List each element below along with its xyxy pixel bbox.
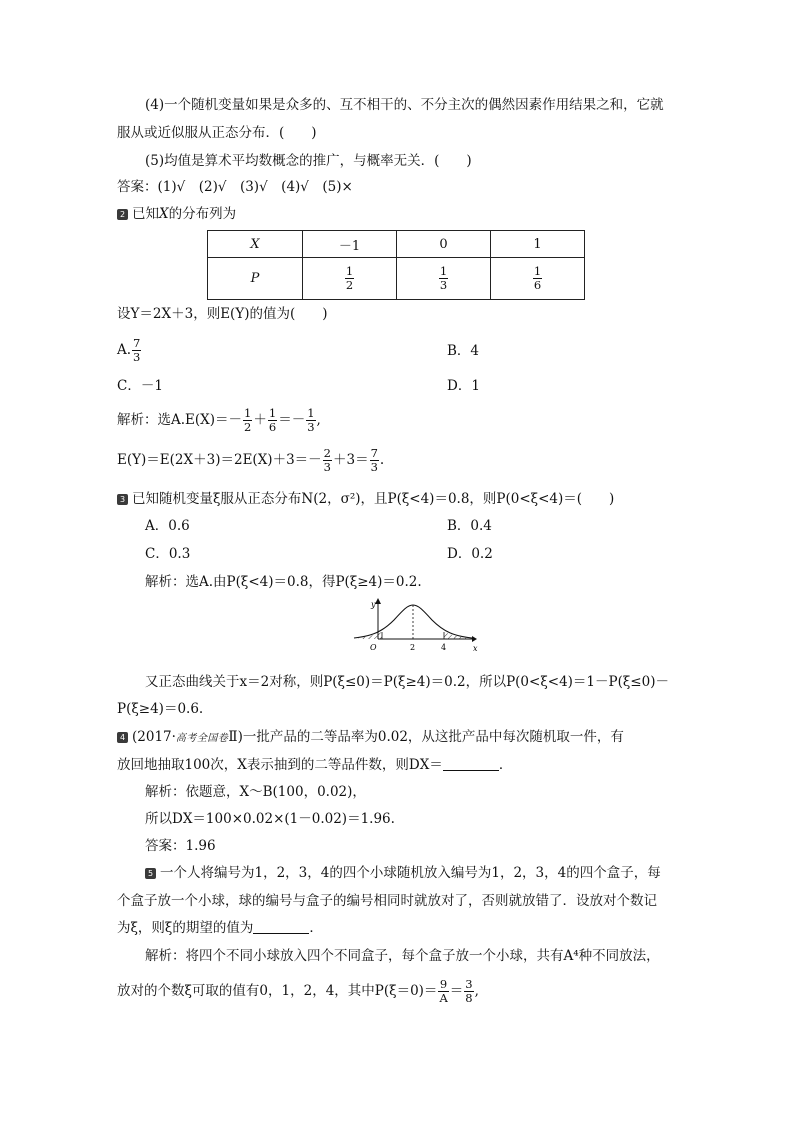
x-label: x	[473, 644, 478, 653]
q4-line-2: 服从或近似服从正态分布．( )	[117, 125, 317, 141]
problem-number-badge: 4	[117, 732, 128, 743]
option-d: D．0.2	[447, 546, 493, 562]
option-a: A．0.6	[145, 518, 190, 534]
table-cell: X	[208, 231, 303, 258]
solution-5-line-2: 放对的个数ξ可取的值有0，1，2，4，其中P(ξ＝0)＝ $\frac{9}{A}$ ＝ $\frac{3}{8}$ ,	[117, 977, 479, 1005]
y-axis-arrow	[375, 598, 381, 604]
solution-3-line-1: 解析：选A.由P(ξ<4)＝0.8，得P(ξ≥4)＝0.2.	[145, 574, 422, 590]
x-axis-arrow	[472, 636, 477, 642]
table-cell: P	[208, 258, 303, 300]
solution-3-line-3: P(ξ≥4)＝0.6.	[117, 701, 204, 717]
source-note: 高考全国卷	[175, 733, 229, 744]
option-d: D．1	[447, 378, 480, 394]
table-cell: 0	[397, 231, 491, 258]
answer-4: 答案：1.96	[145, 838, 216, 854]
table-cell: 1	[491, 231, 585, 258]
table-cell: －1	[303, 231, 397, 258]
problem-2-stem: 2 已知X的分布列为	[117, 205, 236, 223]
answer-1: 答案：(1)√ (2)√ (3)√ (4)√ (5)×	[117, 179, 353, 195]
solution-5-line-1: 解析：将四个不同小球放入四个不同盒子，每个盒子放一个小球，共有A⁴种不同放法，	[145, 948, 660, 964]
problem-5-stem-2: 个盒子放一个小球，球的编号与盒子的编号相同时就放对了，否则就放错了．设放对个数记	[117, 893, 657, 909]
problem-2-set-line: 设Y＝2X＋3，则E(Y)的值为( )	[117, 306, 328, 322]
distribution-table	[207, 230, 585, 300]
option-b: B．4	[447, 343, 480, 359]
problem-4-stem-2: 放回地抽取100次，X表示抽到的二等品件数，则DX＝ ．	[117, 757, 513, 773]
problem-number-badge: 2	[117, 209, 128, 220]
table-cell: $\frac{1}{6}$	[491, 258, 585, 300]
problem-number-badge: 5	[145, 868, 156, 879]
q4-line-1: (4)一个随机变量如果是众多的、互不相干的、不分主次的偶然因素作用结果之和，它就	[145, 97, 664, 113]
option-c: C．－1	[117, 378, 163, 394]
problem-number-badge: 3	[117, 494, 128, 505]
answer-blank	[253, 921, 309, 934]
option-b: B．0.4	[447, 518, 492, 534]
solution-2-line-2: E(Y)＝E(2X＋3)＝2E(X)＋3＝－ $\frac{2}{3}$ ＋3＝ $\frac{7}{3}$ .	[117, 446, 385, 474]
tick-4-label: 4	[441, 643, 447, 652]
q5-line: (5)均值是算术平均数概念的推广，与概率无关．( )	[145, 153, 472, 169]
problem-4-stem-1: 4 (2017·高考全国卷Ⅱ)一批产品的二等品率为0.02，从这批产品中每次随机取一件，有	[117, 728, 624, 748]
table-cell: $\frac{1}{2}$	[303, 258, 397, 300]
solution-4-line-1: 解析：依题意，X～B(100，0.02)，	[145, 784, 366, 800]
option-a: A. $\frac{7}{3}$	[117, 336, 141, 364]
problem-3-stem: 3 已知随机变量ξ服从正态分布N(2，σ²)，且P(ξ<4)＝0.8，则P(0<ξ<4)＝( )	[117, 490, 614, 508]
table-cell: $\frac{1}{3}$	[397, 258, 491, 300]
origin-label: O	[370, 643, 377, 652]
option-c: C．0.3	[145, 546, 191, 562]
normal-curve-graph	[350, 595, 480, 655]
solution-3-line-2: 又正态曲线关于x＝2对称，则P(ξ≤0)＝P(ξ≥4)＝0.2，所以P(0<ξ<4)＝1－P(ξ≤0)－	[145, 674, 669, 690]
y-label: y	[371, 600, 376, 609]
problem-5-stem-1: 5 一个人将编号为1，2，3，4的四个小球随机放入编号为1，2，3，4的四个盒子，每	[145, 864, 661, 882]
tick-2-label: 2	[410, 643, 416, 652]
solution-2-line-1: 解析：选A.E(X)＝－ $\frac{1}{2}$ ＋ $\frac{1}{6}$ ＝－ $\frac{1}{3}$ ,	[117, 406, 321, 434]
solution-4-line-2: 所以DX＝100×0.02×(1－0.02)＝1.96.	[145, 811, 395, 827]
problem-5-stem-3: 为ξ，则ξ的期望的值为 ．	[117, 920, 323, 936]
answer-blank	[443, 758, 499, 771]
